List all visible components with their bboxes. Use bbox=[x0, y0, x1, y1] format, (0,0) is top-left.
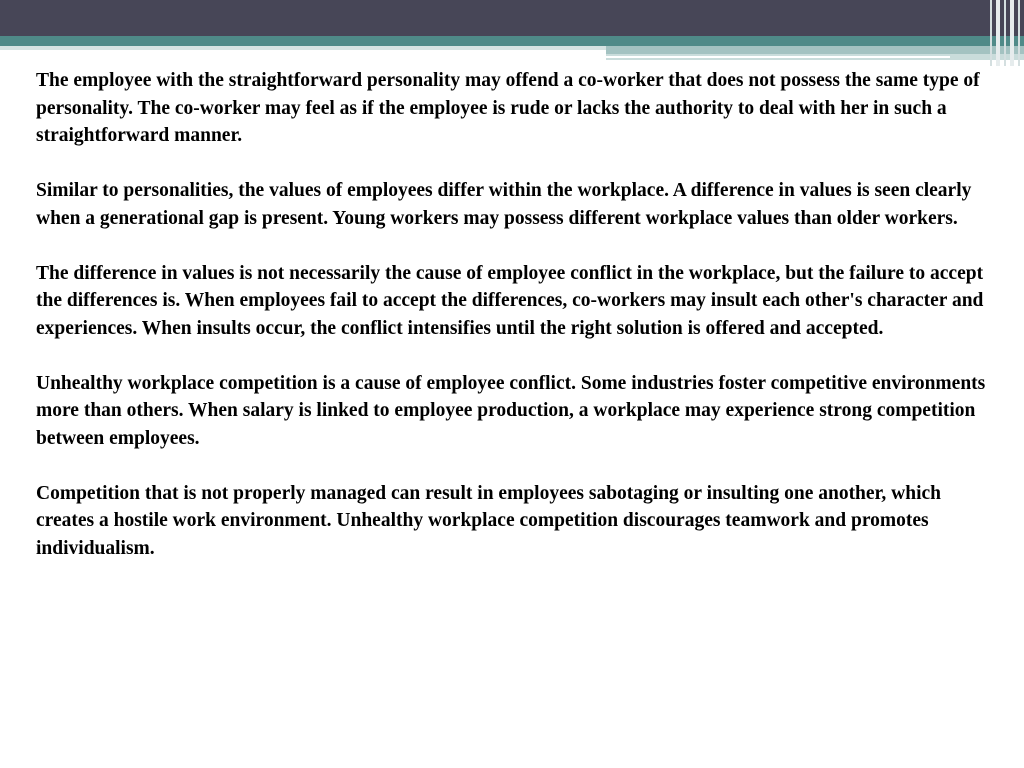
paragraph-competition: Unhealthy workplace competition is a cause of employee conflict. Some industries foster competitive environments more than others. When salary is linked to employee production, a workplace may experience strong competition between employees. bbox=[36, 372, 986, 449]
header-dark-bar bbox=[0, 0, 1024, 36]
decorative-vline bbox=[990, 0, 992, 66]
paragraph-personality: The employee with the straightforward personality may offend a co-worker that does not possess the same type of personality. The co-worker may feel as if the employee is rude or lacks the authority to deal with her in such a straightforward manner. bbox=[36, 70, 980, 146]
decorative-vline bbox=[1018, 0, 1020, 66]
decorative-vline bbox=[996, 0, 1000, 66]
header-vertical-lines bbox=[990, 0, 1024, 66]
header-right-teal-strip bbox=[606, 46, 1024, 54]
decorative-vline bbox=[1004, 0, 1006, 66]
slide-body bbox=[36, 67, 996, 590]
header-right-white-line bbox=[606, 56, 950, 58]
paragraph-values: Similar to personalities, the values of employees differ within the workplace. A difference in values is seen clearly when a generational gap is present. Young workers may possess different workplace values than older workers. bbox=[36, 180, 972, 229]
decorative-vline bbox=[1010, 0, 1014, 66]
paragraph-competition-effects: Competition that is not properly managed can result in employees sabotaging or insulting one another, which creates a hostile work environment. Unhealthy workplace competition discourages teamwork and promotes individualism. bbox=[36, 482, 942, 559]
paragraph-value-differences: The difference in values is not necessarily the cause of employee conflict in the workplace, but the failure to accept the differences is. When employees fail to accept the differences, co-workers may insult each other's character and experiences. When insults occur, the conflict intensifies until the right solution is offered and accepted. bbox=[36, 262, 984, 339]
header-left-underline bbox=[0, 46, 606, 50]
header-teal-band bbox=[0, 36, 1024, 46]
